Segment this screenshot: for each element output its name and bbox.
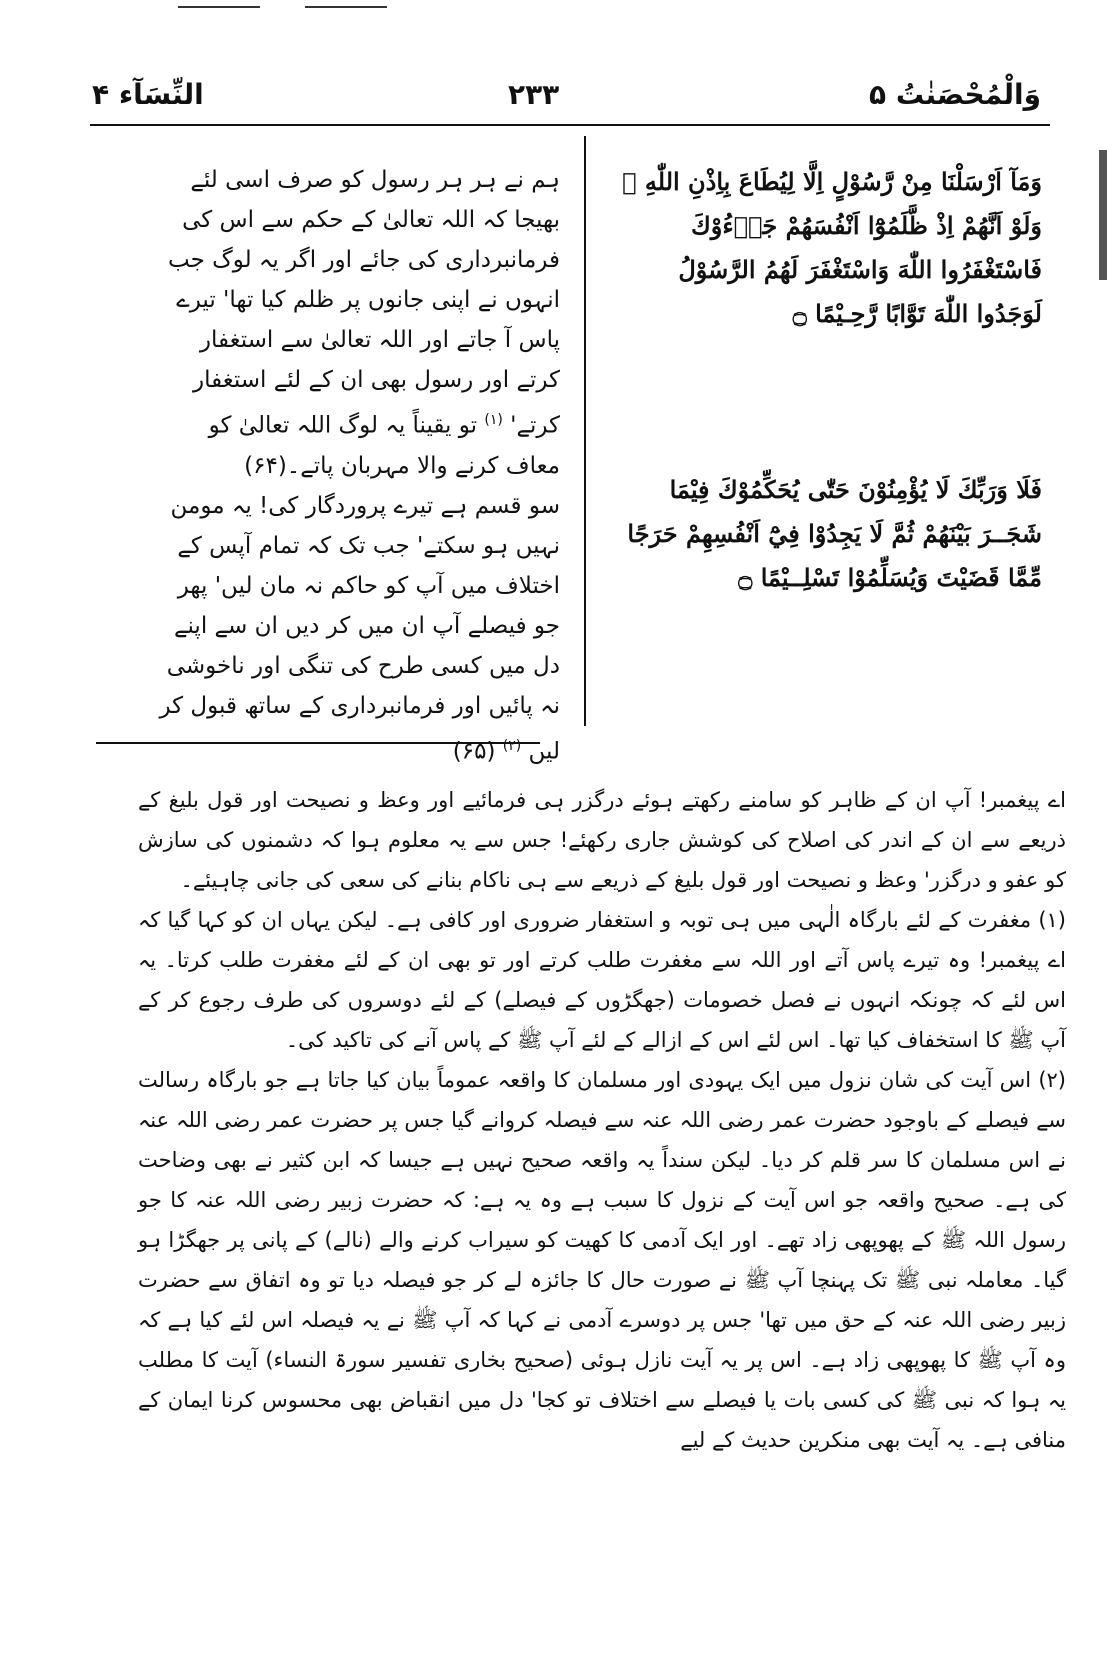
footnote-ref: (۱) — [484, 412, 503, 428]
translation-text: ہم نے ہر ہر رسول کو صرف اسی لئے بھیجا کہ اللہ تعالیٰ کے حکم سے اس کی فرمانبرداری کی جائے اور اگر یہ لوگ جب انہوں نے اپنی جانوں پر ظلم کیا تھا' تیرے پاس آ جاتے اور اللہ تعالیٰ سے استغفار کرتے اور رسول بھی ان کے لئے استغفار کرتے' — [168, 167, 560, 439]
translation-column — [150, 160, 560, 771]
header-rule — [90, 124, 1050, 126]
verse-number: (۶۵) — [452, 738, 496, 765]
scan-artifact-line — [178, 6, 260, 8]
footnote-paragraph: اے پیغمبر! آپ ان کے ظاہر کو سامنے رکھتے ہوئے درگزر ہی فرمائیے اور وعظ و نصیحت اور قول بلیغ کے ذریعے سے ان کے اندر کی اصلاح کی کوشش جاری رکھئے! جس سے یہ معلوم ہوا کہ دشمنوں کی سازش کو عفو و درگزر' وعظ و نصیحت اور قول بلیغ کے ذریعے سے ہی ناکام بنانے کی سعی کی جانی چاہیئے۔ — [138, 788, 1066, 892]
arabic-verse-65: فَلَا وَرَبِّكَ لَا يُؤْمِنُوْنَ حَتّٰى يُحَكِّمُوْكَ فِيْمَا شَجَــرَ بَيْنَھُمْ ثُمَّ لَا يَجِدُوْا فِيْٓ اَنْفُسِهِمْ حَرَجًا مِّمَّا قَضَيْتَ وَيُسَلِّمُوْا تَسْلِــيْمًا ۝ — [627, 475, 1042, 592]
page-header — [0, 72, 1107, 132]
page-number: ۲۳۳ — [508, 78, 560, 111]
footnote-1: (۱) مغفرت کے لئے بارگاہ الٰہی میں ہی توبہ و استغفار ضروری اور کافی ہے۔ لیکن یہاں ان کو کہا گیا کہ اے پیغمبر! وہ تیرے پاس آتے اور اللہ سے مغفرت طلب کرتے اور تو بھی ان کے لئے مغفرت طلب کرتا۔ یہ اس لئے کہ چونکہ انہوں نے فصل خصومات (جھگڑوں کے فیصلے) کے لئے دوسروں کی طرف رجوع کر کے آپ ﷺ کا استخفاف کیا تھا۔ اس لئے اس کے ازالے کے لئے آپ ﷺ کے پاس آنے کی تاکید کی۔ — [138, 908, 1066, 1052]
translation-verse-64 — [150, 160, 560, 486]
juz-title: وَالْمُحْصَنٰتُ ۵ — [869, 78, 1041, 111]
scan-artifact-line — [305, 6, 387, 8]
arabic-verse-64: وَمَآ اَرْسَلْنَا مِنْ رَّسُوْلٍ اِلَّا لِيُطَاعَ بِاِذْنِ اللّٰهِ ۭ وَلَوْ اَنَّهُمْ اِذْ ظَّلَمُوْٓا اَنْفُسَهُمْ جَاۗءُوْكَ فَاسْتَغْفَرُوا اللّٰهَ وَاسْتَغْفَرَ لَهُمُ الرَّسُوْلُ لَوَجَدُوا اللّٰهَ تَوَّابًا رَّحِـيْمًا ۝ — [622, 167, 1042, 328]
translation-text-end: تو یقیناً یہ لوگ اللہ تعالیٰ کو معاف کرنے والا مہربان پاتے۔(۶۴) — [208, 412, 560, 479]
scan-edge-shadow — [1099, 150, 1107, 280]
translation-verse-65 — [150, 486, 560, 772]
column-divider — [584, 136, 586, 726]
translation-text: سو قسم ہے تیرے پروردگار کی! یہ مومن نہیں ہو سکتے' جب تک کہ تمام آپس کے اختلاف میں آپ کو حاکم نہ مان لیں' پھر جو فیصلے آپ ان میں کر دیں ان سے اپنے دل میں کسی طرح کی تنگی اور ناخوشی نہ پائیں اور فرمانبرداری کے ساتھ قبول کر لیں — [159, 492, 560, 765]
footnote-ref: (۲) — [502, 737, 522, 754]
footnote-2: (۲) اس آیت کی شان نزول میں ایک یہودی اور مسلمان کا واقعہ عموماً بیان کیا جاتا ہے جو بارگاہ رسالت سے فیصلے کے باوجود حضرت عمر رضی اللہ عنہ سے فیصلہ کروانے گیا جس پر حضرت عمر رضی اللہ عنہ نے اس مسلمان کا سر قلم کر دیا۔ لیکن سنداً یہ واقعہ صحیح نہیں ہے جیسا کہ ابن کثیر نے بھی وضاحت کی ہے۔ صحیح واقعہ جو اس آیت کے نزول کا سبب ہے وہ یہ ہے: کہ حضرت زبیر رضی اللہ عنہ کا جو رسول اللہ ﷺ کے پھوپھی زاد تھے۔ اور ایک آدمی کا کھیت کو سیراب کرنے والے (نالے) کے پانی پر جھگڑا ہو گیا۔ معاملہ نبی ﷺ تک پہنچا آپ ﷺ نے صورت حال کا جائزہ لے کر جو فیصلہ دیا تو وہ اتفاق سے حضرت زبیر رضی اللہ عنہ کے حق میں تھا' جس پر دوسرے آدمی نے کہا کہ آپ ﷺ نے یہ فیصلہ اس لئے کیا ہے کہ وہ آپ ﷺ کا پھوپھی زاد ہے۔ اس پر یہ آیت نازل ہوئی (صحیح بخاری تفسیر سورۃ النساء) آیت کا مطلب یہ ہوا کہ نبی ﷺ کی کسی بات یا فیصلے سے اختلاف تو کجا' دل میں انقباض بھی محسوس کرنا ایمان کے منافی ہے۔ یہ آیت بھی منکرین حدیث کے لیے — [138, 1068, 1067, 1452]
surah-title: النِّسَآء ۴ — [92, 78, 204, 111]
footnotes — [138, 780, 1066, 1460]
